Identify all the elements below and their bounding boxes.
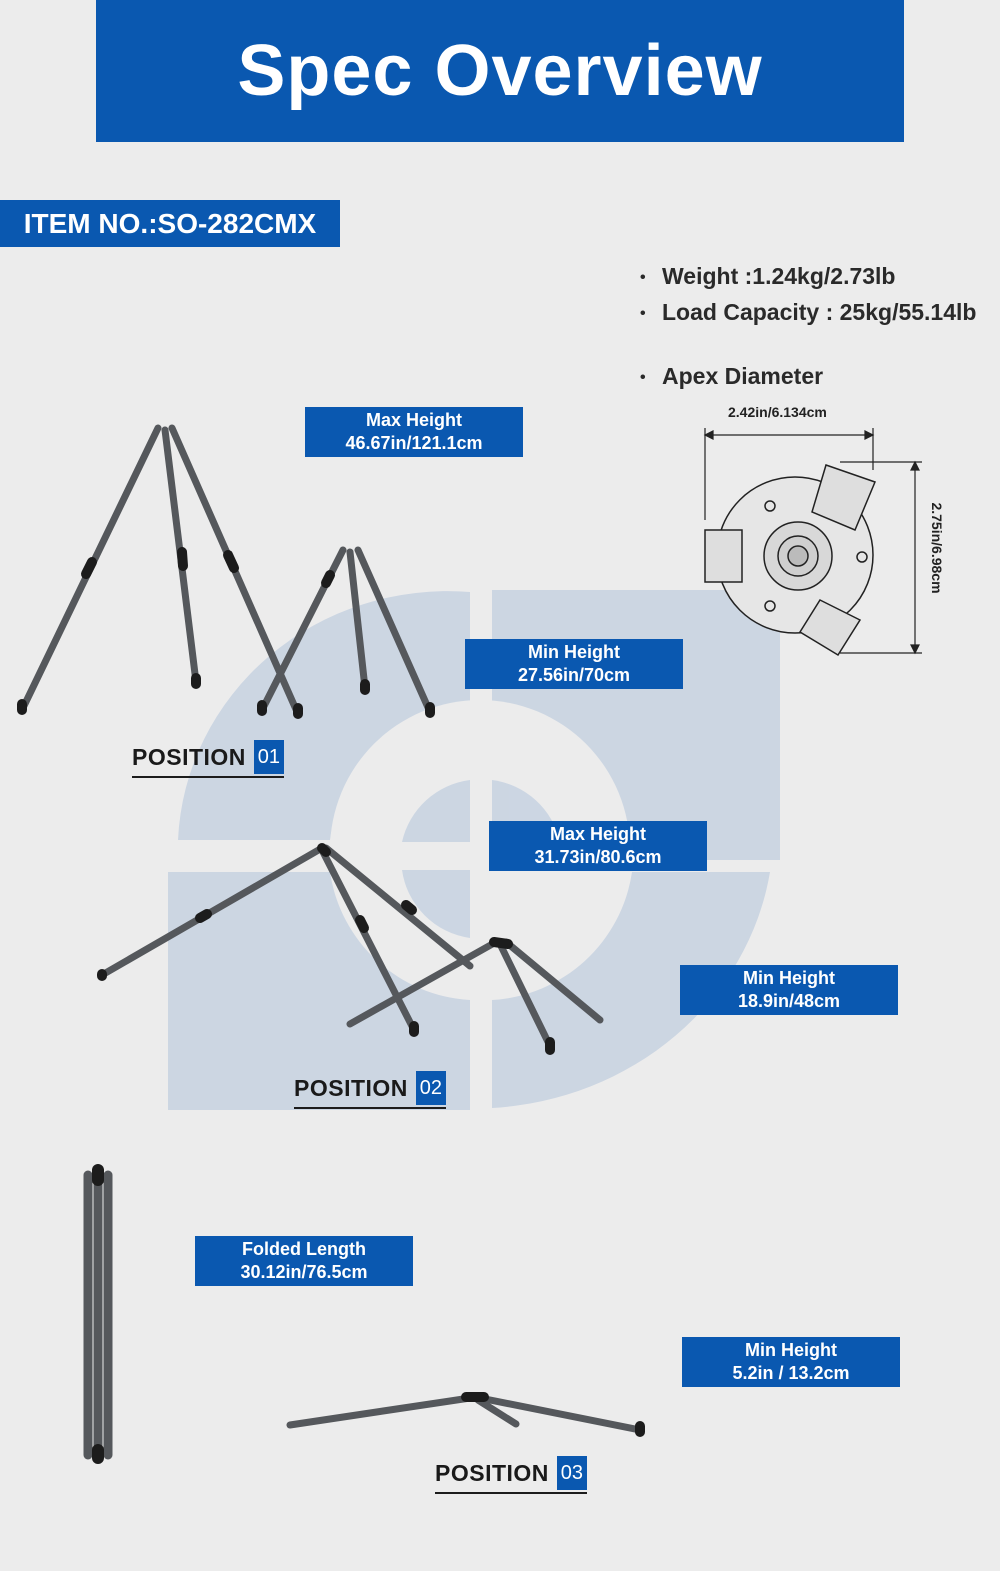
spec-weight: • Weight :1.24kg/2.73lb <box>640 263 896 289</box>
position-02-max-height-label: Max Height 31.73in/80.6cm <box>489 821 707 871</box>
position-02-heading: POSITION 02 <box>294 1071 446 1109</box>
tripod-folded <box>88 1175 108 1455</box>
spec-apex-diameter: • Apex Diameter <box>640 363 824 389</box>
bullet-icon: • <box>640 368 646 386</box>
bullet-icon: • <box>640 304 646 322</box>
position-03-heading: POSITION 03 <box>435 1456 587 1494</box>
tripod-position-03-min <box>290 1398 640 1430</box>
position-01-min-height-label: Min Height 27.56in/70cm <box>465 639 683 689</box>
spec-load-capacity: • Load Capacity : 25kg/55.14lb <box>640 299 977 325</box>
position-01-heading: POSITION 01 <box>132 740 284 778</box>
title-banner <box>96 0 904 142</box>
page-title: Spec Overview <box>237 31 763 111</box>
position-01-max-height-label: Max Height 46.67in/121.1cm <box>305 407 523 457</box>
apex-diagram <box>705 465 875 655</box>
tripod-position-01-max <box>22 428 298 714</box>
position-03-min-height-label: Min Height 5.2in / 13.2cm <box>682 1337 900 1387</box>
apex-width-dimension: 2.42in/6.134cm <box>728 404 827 420</box>
bullet-icon: • <box>640 268 646 286</box>
item-number-banner: ITEM NO.:SO-282CMX <box>0 200 340 247</box>
tripod-position-02-min <box>350 942 600 1046</box>
apex-height-dimension: 2.75in/6.98cm <box>929 502 945 594</box>
folded-length-label: Folded Length 30.12in/76.5cm <box>195 1236 413 1286</box>
tripod-position-02-max <box>102 848 470 1030</box>
position-02-min-height-label: Min Height 18.9in/48cm <box>680 965 898 1015</box>
